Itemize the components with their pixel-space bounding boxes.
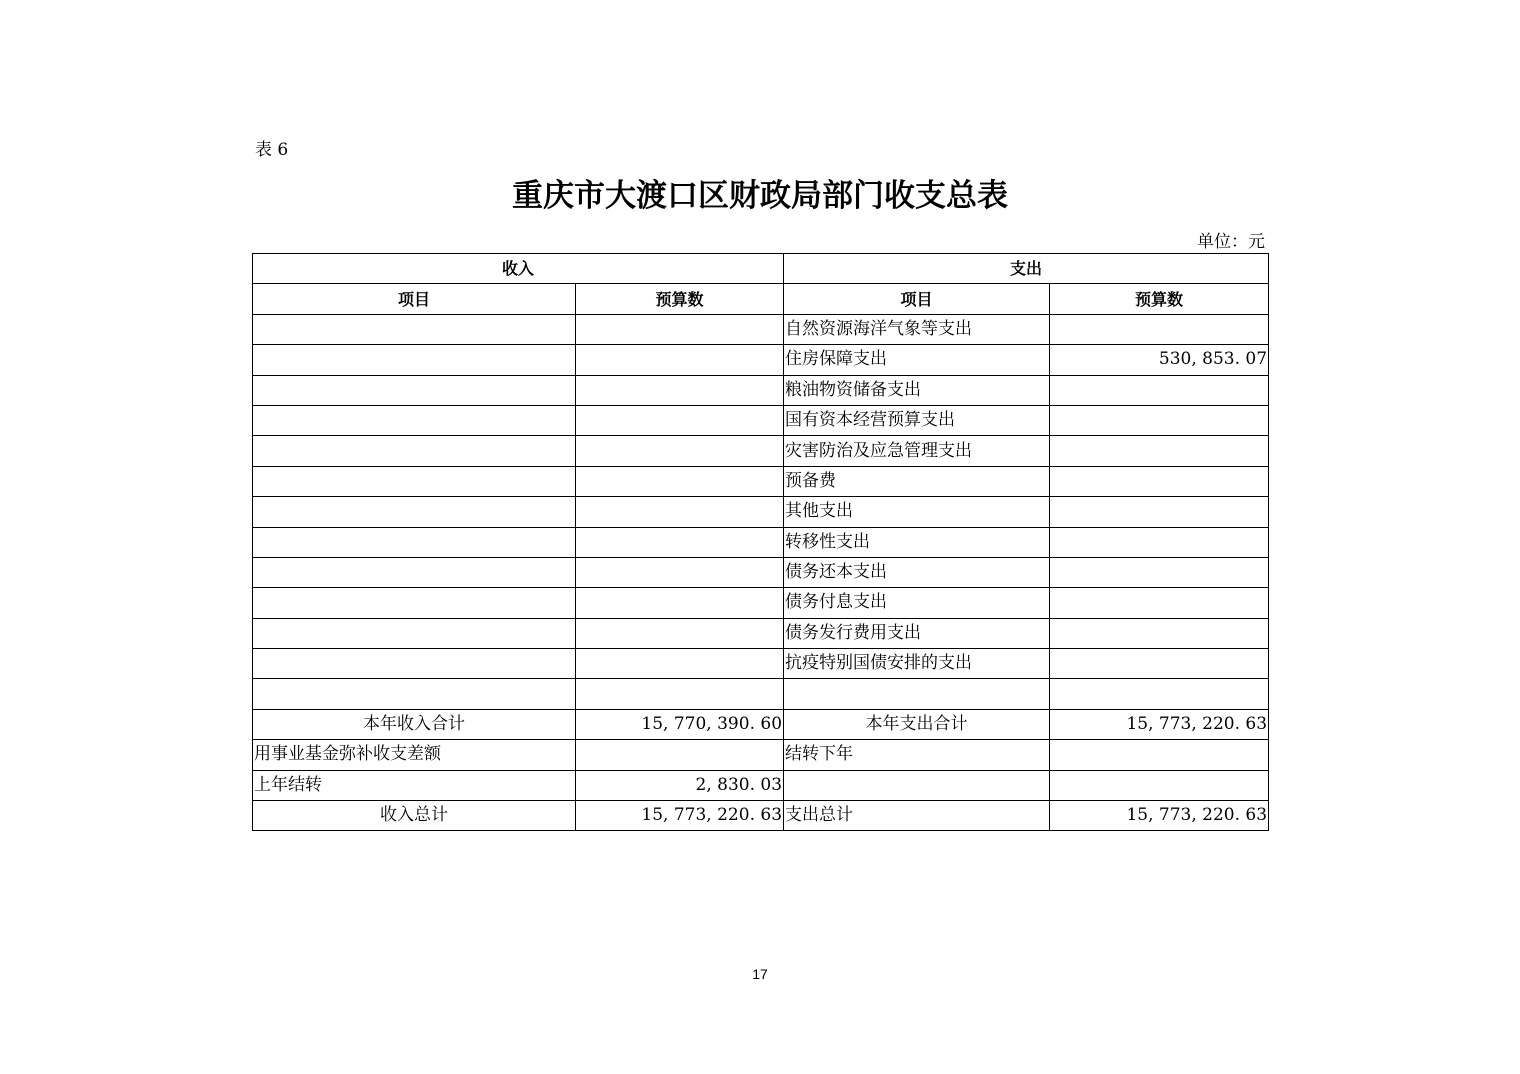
expense-item-cell: 灾害防治及应急管理支出	[784, 436, 1050, 466]
income-value-cell	[576, 679, 784, 709]
expense-item-cell: 住房保障支出	[784, 345, 1050, 375]
expense-item-cell: 债务还本支出	[784, 557, 1050, 587]
table-row	[253, 405, 1269, 435]
income-section-header: 收入	[253, 254, 784, 284]
table-row	[253, 345, 1269, 375]
income-item-cell	[253, 497, 576, 527]
unit-label: 单位：元	[1197, 232, 1265, 252]
table-row	[253, 436, 1269, 466]
income-item-cell	[253, 345, 576, 375]
income-item-cell	[253, 527, 576, 557]
prior-label: 上年结转	[253, 770, 576, 800]
income-item-cell	[253, 436, 576, 466]
income-item-cell	[253, 649, 576, 679]
fund-row	[253, 740, 1269, 770]
income-item-cell	[253, 557, 576, 587]
year-expense-value: 15, 773, 220. 63	[1050, 709, 1269, 739]
fund-label: 用事业基金弥补收支差额	[253, 740, 576, 770]
income-value-cell	[576, 314, 784, 344]
income-item-cell	[253, 466, 576, 496]
income-value-cell	[576, 375, 784, 405]
year-income-label: 本年收入合计	[253, 709, 576, 739]
prior-value: 2, 830. 03	[576, 770, 784, 800]
expense-item-cell: 粮油物资储备支出	[784, 375, 1050, 405]
income-value-cell	[576, 497, 784, 527]
expense-value-cell	[1050, 436, 1269, 466]
expense-item-cell: 其他支出	[784, 497, 1050, 527]
carry-down-value	[1050, 740, 1269, 770]
expense-total-label: 支出总计	[784, 801, 1050, 831]
header-row-sections	[253, 254, 1269, 284]
page-title: 重庆市大渡口区财政局部门收支总表	[512, 178, 1008, 214]
income-value-cell	[576, 588, 784, 618]
expense-value-cell	[1050, 618, 1269, 648]
income-value-cell	[576, 557, 784, 587]
income-value-cell	[576, 405, 784, 435]
expense-value-cell	[1050, 588, 1269, 618]
expense-item-cell: 国有资本经营预算支出	[784, 405, 1050, 435]
table-row	[253, 618, 1269, 648]
table-row	[253, 679, 1269, 709]
expense-value-cell	[1050, 405, 1269, 435]
expense-item-cell	[784, 679, 1050, 709]
year-expense-label: 本年支出合计	[784, 709, 1050, 739]
expense-value-cell	[1050, 497, 1269, 527]
expense-item-cell: 债务付息支出	[784, 588, 1050, 618]
income-value-cell	[576, 345, 784, 375]
grand-total-row	[253, 801, 1269, 831]
income-value-cell	[576, 649, 784, 679]
income-item-cell	[253, 314, 576, 344]
budget-table	[252, 253, 1269, 831]
income-item-header: 项目	[253, 284, 576, 314]
income-value-cell	[576, 618, 784, 648]
empty-cell	[784, 770, 1050, 800]
expense-value-cell	[1050, 375, 1269, 405]
table-row	[253, 314, 1269, 344]
table-row	[253, 527, 1269, 557]
expense-value-cell	[1050, 314, 1269, 344]
table-row	[253, 466, 1269, 496]
expense-value-cell	[1050, 557, 1269, 587]
expense-total-value: 15, 773, 220. 63	[1050, 801, 1269, 831]
income-value-cell	[576, 527, 784, 557]
page-number: 17	[752, 966, 768, 982]
income-item-cell	[253, 375, 576, 405]
income-total-value: 15, 773, 220. 63	[576, 801, 784, 831]
income-item-cell	[253, 618, 576, 648]
expense-value-cell	[1050, 679, 1269, 709]
income-item-cell	[253, 588, 576, 618]
income-value-cell	[576, 466, 784, 496]
expense-item-header: 项目	[784, 284, 1050, 314]
year-income-value: 15, 770, 390. 60	[576, 709, 784, 739]
expense-item-cell: 自然资源海洋气象等支出	[784, 314, 1050, 344]
table-row	[253, 557, 1269, 587]
prior-year-row	[253, 770, 1269, 800]
income-value-cell	[576, 436, 784, 466]
expense-budget-header: 预算数	[1050, 284, 1269, 314]
expense-value-cell	[1050, 649, 1269, 679]
income-item-cell	[253, 679, 576, 709]
table-label: 表 6	[255, 140, 289, 160]
expense-item-cell: 预备费	[784, 466, 1050, 496]
expense-item-cell: 转移性支出	[784, 527, 1050, 557]
table-row	[253, 497, 1269, 527]
carry-down-label: 结转下年	[784, 740, 1050, 770]
table-row	[253, 588, 1269, 618]
year-total-row	[253, 709, 1269, 739]
income-budget-header: 预算数	[576, 284, 784, 314]
empty-cell	[1050, 770, 1269, 800]
expense-item-cell: 债务发行费用支出	[784, 618, 1050, 648]
expense-value-cell: 530, 853. 07	[1050, 345, 1269, 375]
expense-section-header: 支出	[784, 254, 1269, 284]
table-row	[253, 375, 1269, 405]
expense-item-cell: 抗疫特别国债安排的支出	[784, 649, 1050, 679]
expense-value-cell	[1050, 527, 1269, 557]
income-item-cell	[253, 405, 576, 435]
expense-value-cell	[1050, 466, 1269, 496]
header-row-columns	[253, 284, 1269, 314]
income-total-label: 收入总计	[253, 801, 576, 831]
table-row	[253, 649, 1269, 679]
fund-value	[576, 740, 784, 770]
